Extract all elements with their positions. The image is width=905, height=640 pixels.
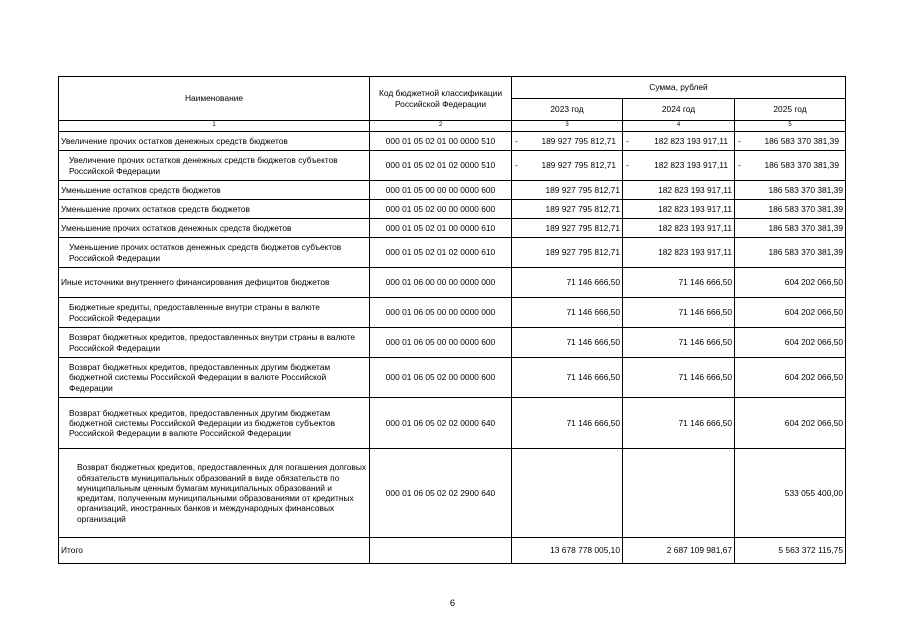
row-amount-2025: 186 583 370 381,39 (735, 200, 846, 219)
total-amount-2024: 2 687 109 981,67 (623, 538, 735, 564)
total-row (59, 538, 846, 564)
table-row (59, 181, 846, 200)
row-amount-2023: 71 146 666,50 (512, 398, 623, 449)
minus-sign: - (515, 135, 518, 146)
row-code: 000 01 06 05 00 00 0000 000 (370, 298, 512, 328)
header-year-2023: 2023 год (512, 99, 623, 121)
budget-sources-table (58, 76, 846, 564)
row-amount-2023 (512, 449, 623, 538)
row-amount-2023: 71 146 666,50 (512, 358, 623, 398)
row-amount-2025: 604 202 066,50 (735, 328, 846, 358)
minus-sign: - (738, 160, 741, 171)
row-amount-2023 (512, 132, 623, 151)
row-code: 000 01 06 05 02 02 0000 640 (370, 398, 512, 449)
row-name: Уменьшение прочих остатков средств бюджетов (59, 200, 370, 219)
header-year-2024: 2024 год (623, 99, 735, 121)
row-amount-2023: 189 927 795 812,71 (512, 200, 623, 219)
total-amount-2023: 13 678 778 005,10 (512, 538, 623, 564)
row-name: Уменьшение прочих остатков денежных средств бюджетов (59, 219, 370, 238)
row-name: Иные источники внутреннего финансирования дефицитов бюджетов (59, 268, 370, 298)
row-name: Возврат бюджетных кредитов, предоставленных для погашения долговых обязательств муниципальных образований в виде обязательств по муниципальным ценным бумагам муниципальных образований и кредитам, полученным муниципальными образованиями от кредитных организаций, иностранных банков и международных финансовых организаций (59, 449, 370, 538)
amount-value: 189 927 795 812,71 (541, 135, 616, 146)
table-row (59, 358, 846, 398)
row-amount-2023: 71 146 666,50 (512, 328, 623, 358)
amount-value: 182 823 193 917,11 (654, 135, 728, 146)
row-name: Увеличение прочих остатков денежных средств бюджетов субъектов Российской Федерации (59, 151, 370, 181)
row-amount-2025 (735, 151, 846, 181)
row-name: Уменьшение остатков средств бюджетов (59, 181, 370, 200)
row-amount-2025: 604 202 066,50 (735, 268, 846, 298)
table-row (59, 398, 846, 449)
minus-sign: - (738, 135, 741, 146)
column-number: 5 (735, 121, 846, 132)
row-amount-2025: 186 583 370 381,39 (735, 238, 846, 268)
table-row (59, 268, 846, 298)
row-amount-2024: 182 823 193 917,11 (623, 238, 735, 268)
row-amount-2025: 604 202 066,50 (735, 298, 846, 328)
column-number-row (59, 121, 846, 132)
total-amount-2025: 5 563 372 115,75 (735, 538, 846, 564)
row-amount-2023: 189 927 795 812,71 (512, 219, 623, 238)
minus-sign: - (626, 135, 629, 146)
row-amount-2023: 71 146 666,50 (512, 268, 623, 298)
row-code: 000 01 05 00 00 00 0000 600 (370, 181, 512, 200)
row-amount-2025: 604 202 066,50 (735, 398, 846, 449)
row-code: 000 01 05 02 01 02 0000 610 (370, 238, 512, 268)
table-row (59, 132, 846, 151)
row-amount-2023: 71 146 666,50 (512, 298, 623, 328)
header-sum: Сумма, рублей (512, 77, 846, 99)
row-amount-2024: 71 146 666,50 (623, 328, 735, 358)
row-code: 000 01 05 02 01 00 0000 510 (370, 132, 512, 151)
row-amount-2024 (623, 132, 735, 151)
row-name: Возврат бюджетных кредитов, предоставленных другим бюджетам бюджетной системы Российской Федерации из бюджетов субъектов Российской Федерации в валюте Российской Федерации (59, 398, 370, 449)
row-amount-2024: 182 823 193 917,11 (623, 181, 735, 200)
table-row (59, 151, 846, 181)
row-amount-2025: 604 202 066,50 (735, 358, 846, 398)
table-row (59, 449, 846, 538)
amount-value: 189 927 795 812,71 (541, 160, 616, 171)
row-amount-2025 (735, 132, 846, 151)
table-row (59, 328, 846, 358)
minus-sign: - (626, 160, 629, 171)
column-number: 1 (59, 121, 370, 132)
row-amount-2024 (623, 449, 735, 538)
row-amount-2024: 71 146 666,50 (623, 398, 735, 449)
row-amount-2023: 189 927 795 812,71 (512, 181, 623, 200)
minus-sign: - (515, 160, 518, 171)
row-amount-2023: 189 927 795 812,71 (512, 238, 623, 268)
row-name: Уменьшение прочих остатков денежных средств бюджетов субъектов Российской Федерации (59, 238, 370, 268)
column-number: 2 (370, 121, 512, 132)
row-amount-2025: 186 583 370 381,39 (735, 219, 846, 238)
table-row (59, 219, 846, 238)
row-code: 000 01 05 02 01 02 0000 510 (370, 151, 512, 181)
header-name: Наименование (59, 77, 370, 121)
table-row (59, 238, 846, 268)
row-code: 000 01 05 02 00 00 0000 600 (370, 200, 512, 219)
table-row (59, 298, 846, 328)
amount-value: 186 583 370 381,39 (764, 135, 839, 146)
row-amount-2024: 71 146 666,50 (623, 358, 735, 398)
amount-value: 182 823 193 917,11 (654, 160, 728, 171)
total-code (370, 538, 512, 564)
row-amount-2024: 182 823 193 917,11 (623, 219, 735, 238)
row-amount-2024: 71 146 666,50 (623, 298, 735, 328)
row-code: 000 01 06 05 02 02 2900 640 (370, 449, 512, 538)
row-amount-2025: 186 583 370 381,39 (735, 181, 846, 200)
row-amount-2025: 533 055 400,00 (735, 449, 846, 538)
row-code: 000 01 06 05 02 00 0000 600 (370, 358, 512, 398)
row-amount-2023 (512, 151, 623, 181)
row-amount-2024: 182 823 193 917,11 (623, 200, 735, 219)
row-code: 000 01 06 00 00 00 0000 000 (370, 268, 512, 298)
row-name: Возврат бюджетных кредитов, предоставленных внутри страны в валюте Российской Федерации (59, 328, 370, 358)
table-row (59, 200, 846, 219)
amount-value: 186 583 370 381,39 (764, 160, 839, 171)
header-year-2025: 2025 год (735, 99, 846, 121)
row-name: Возврат бюджетных кредитов, предоставленных другим бюджетам бюджетной системы Российской Федерации в валюте Российской Федерации (59, 358, 370, 398)
row-amount-2024: 71 146 666,50 (623, 268, 735, 298)
column-number: 3 (512, 121, 623, 132)
row-code: 000 01 05 02 01 00 0000 610 (370, 219, 512, 238)
header-code: Код бюджетной классификации Российской Федерации (370, 77, 512, 121)
total-label: Итого (59, 538, 370, 564)
page-number: 6 (449, 598, 456, 609)
row-name: Увеличение прочих остатков денежных средств бюджетов (59, 132, 370, 151)
column-number: 4 (623, 121, 735, 132)
row-name: Бюджетные кредиты, предоставленные внутри страны в валюте Российской Федерации (59, 298, 370, 328)
row-code: 000 01 06 05 00 00 0000 600 (370, 328, 512, 358)
row-amount-2024 (623, 151, 735, 181)
